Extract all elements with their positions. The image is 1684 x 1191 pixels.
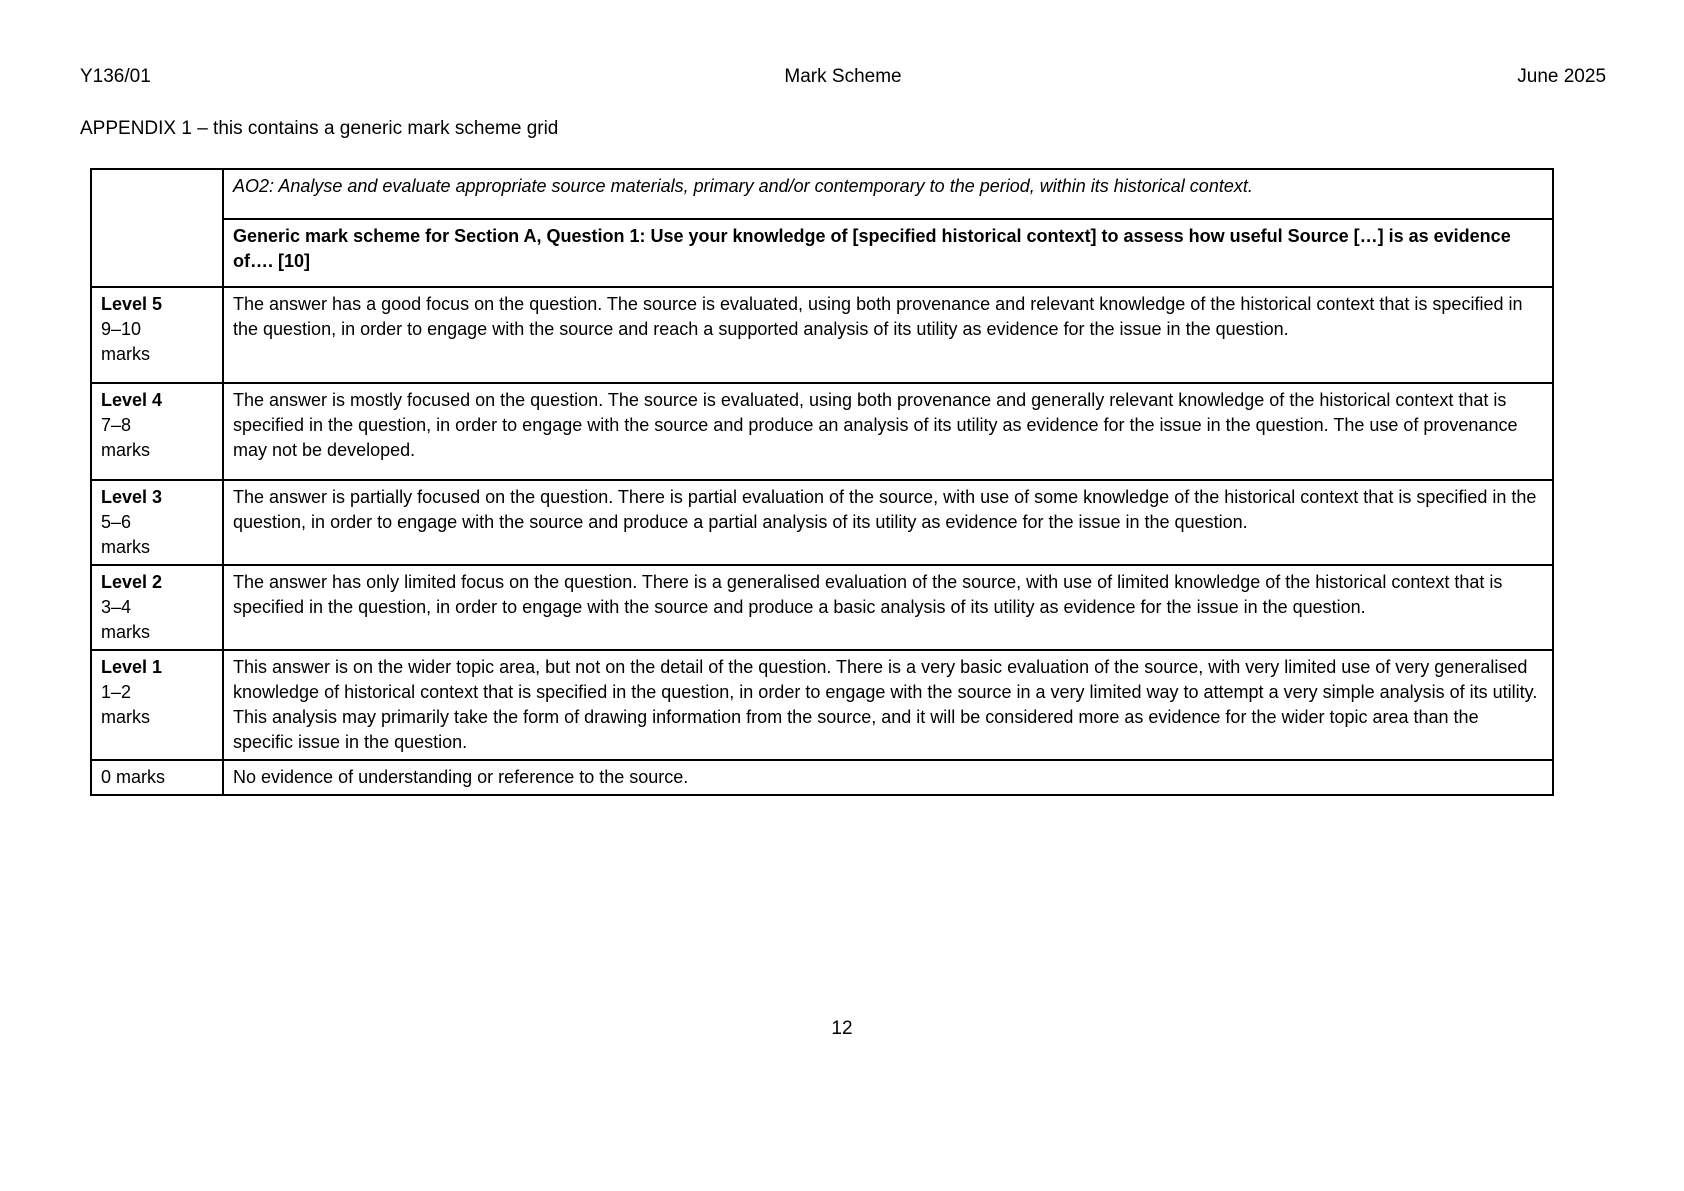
table-row-level3 [91,480,1553,565]
table-row-level4 [91,383,1553,480]
level2-marks-cell [91,565,223,650]
header-paper-code: Y136/01 [80,66,151,87]
page-header [80,66,1606,88]
level-range: 9–10 [101,319,142,339]
appendix-heading: APPENDIX 1 – this contains a generic mark scheme grid [80,118,559,139]
level-range: 5–6 [101,512,132,532]
table-row-generic [91,219,1553,287]
level-range: 3–4 [101,597,132,617]
level-marks-word: marks [101,344,150,364]
level-marks-word: marks [101,537,150,557]
level-range: 1–2 [101,682,132,702]
level1-descriptor: This answer is on the wider topic area, but not on the detail of the question. There is a very basic evaluation of the source, with very limited use of very generalised knowledge of historical context that is specified in the question, in order to engage with the source in a very limited way to attempt a very simple analysis of its utility. This analysis may primarily take the form of drawing information from the source, and it will be considered more as evidence for the wider topic area than the specific issue in the question. [223,650,1553,760]
page-number: 12 [831,1018,853,1039]
level-range: 7–8 [101,415,132,435]
zero-marks-descriptor: No evidence of understanding or reference to the source. [223,760,1553,795]
header-session: June 2025 [1517,66,1607,87]
level-label: Level 2 [101,572,163,592]
level3-marks-cell [91,480,223,565]
level-label: Level 5 [101,294,163,314]
level2-descriptor: The answer has only limited focus on the question. There is a generalised evaluation of the source, with use of limited knowledge of the historical context that is specified in the question, in order to engage with the source and produce a basic analysis of its utility as evidence for the issue in the question. [223,565,1553,650]
ao2-statement: AO2: Analyse and evaluate appropriate source materials, primary and/or contemporary to the period, within its historical context. [223,169,1553,219]
level-marks-word: marks [101,440,150,460]
level4-descriptor: The answer is mostly focused on the question. The source is evaluated, using both provenance and generally relevant knowledge of the historical context that is specified in the question, in order to engage with the source and produce an analysis of its utility as evidence for the issue in the question. The use of provenance may not be developed. [223,383,1553,480]
level1-marks-cell [91,650,223,760]
level-marks-word: marks [101,622,150,642]
level3-descriptor: The answer is partially focused on the question. There is partial evaluation of the source, with use of some knowledge of the historical context that is specified in the question, in order to engage with the source and produce a partial analysis of its utility as evidence for the issue in the question. [223,480,1553,565]
table-row-level5 [91,287,1553,383]
level5-marks-cell [91,287,223,383]
table-row-level2 [91,565,1553,650]
header-title: Mark Scheme [784,66,902,87]
level4-marks-cell [91,383,223,480]
table-row-zero-marks [91,760,1553,795]
table-row-ao2 [91,169,1553,219]
empty-header-cell [91,169,223,287]
level-label: Level 4 [101,390,163,410]
mark-scheme-table [90,168,1554,796]
generic-scheme-statement: Generic mark scheme for Section A, Question 1: Use your knowledge of [specified historical context] to assess how useful Source […] is as evidence of…. [10] [223,219,1553,287]
level-label: Level 3 [101,487,163,507]
table-row-level1 [91,650,1553,760]
level-label: Level 1 [101,657,163,677]
zero-marks-cell: 0 marks [91,760,223,795]
level-marks-word: marks [101,707,150,727]
level5-descriptor: The answer has a good focus on the question. The source is evaluated, using both provenance and relevant knowledge of the historical context that is specified in the question, in order to engage with the source and reach a supported analysis of its utility as evidence for the issue in the question. [223,287,1553,383]
